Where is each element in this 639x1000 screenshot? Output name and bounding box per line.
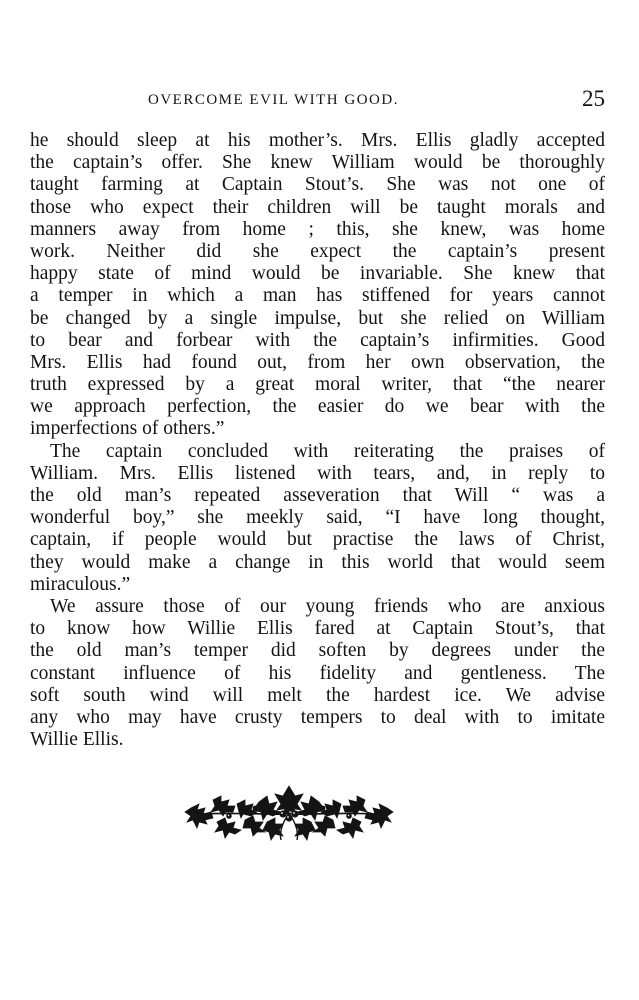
text-line: miraculous.” bbox=[30, 573, 131, 595]
text-line: Mrs. Ellis had found out, from her own observation, the bbox=[30, 351, 605, 373]
text-line: work. Neither did she expect the captain’s present bbox=[30, 240, 605, 262]
text-line: William. Mrs. Ellis listened with tears, and, in reply to bbox=[30, 462, 605, 484]
text-line: they would make a change in this world that would seem bbox=[30, 551, 605, 573]
text-line: The captain concluded with reiterating the praises of bbox=[50, 440, 605, 462]
text-line: happy state of mind would be invariable. She knew that bbox=[30, 263, 605, 285]
running-head bbox=[30, 86, 605, 116]
text-line: soft south wind will melt the hardest ice. We advise bbox=[30, 684, 605, 706]
text-line: constant influence of his fidelity and gentleness. The bbox=[30, 662, 605, 684]
text-line: any who may have crusty tempers to deal with to imitate bbox=[30, 706, 605, 728]
text-line: Willie Ellis. bbox=[30, 729, 124, 751]
text-line: wonderful boy,” she meekly said, “I have long thought, bbox=[30, 507, 605, 529]
text-line: he should sleep at his mother’s. Mrs. Ellis gladly accepted bbox=[30, 130, 605, 151]
holly-ornament-icon bbox=[183, 782, 395, 844]
text-line: the captain’s offer. She knew William would be thoroughly bbox=[30, 152, 605, 174]
body-text bbox=[30, 130, 605, 751]
text-line: be changed by a single impulse, but she relied on William bbox=[30, 307, 605, 329]
text-line: manners away from home ; this, she knew, was home bbox=[30, 218, 605, 240]
text-line: to bear and forbear with the captain’s infirmities. Good bbox=[30, 329, 605, 351]
text-line: those who expect their children will be taught morals and bbox=[30, 196, 605, 218]
text-line: captain, if people would but practise the laws of Christ, bbox=[30, 529, 605, 551]
text-line: truth expressed by a great moral writer, that “the nearer bbox=[30, 374, 605, 396]
text-line: the old man’s repeated asseveration that Will “ was a bbox=[30, 485, 605, 506]
text-line: the old man’s temper did soften by degrees under the bbox=[30, 640, 605, 662]
page-number: 25 bbox=[582, 86, 605, 111]
text-line: We assure those of our young friends who are anxious bbox=[50, 595, 605, 617]
text-line: taught farming at Captain Stout’s. She was not one of bbox=[30, 174, 605, 196]
text-line: a temper in which a man has stiffened for years cannot bbox=[30, 285, 605, 307]
text-line: we approach perfection, the easier do we bear with the bbox=[30, 396, 605, 418]
running-title: OVERCOME EVIL WITH GOOD. bbox=[148, 92, 399, 108]
text-line: imperfections of others.” bbox=[30, 418, 225, 440]
text-line: to know how Willie Ellis fared at Captain Stout’s, that bbox=[30, 618, 605, 640]
